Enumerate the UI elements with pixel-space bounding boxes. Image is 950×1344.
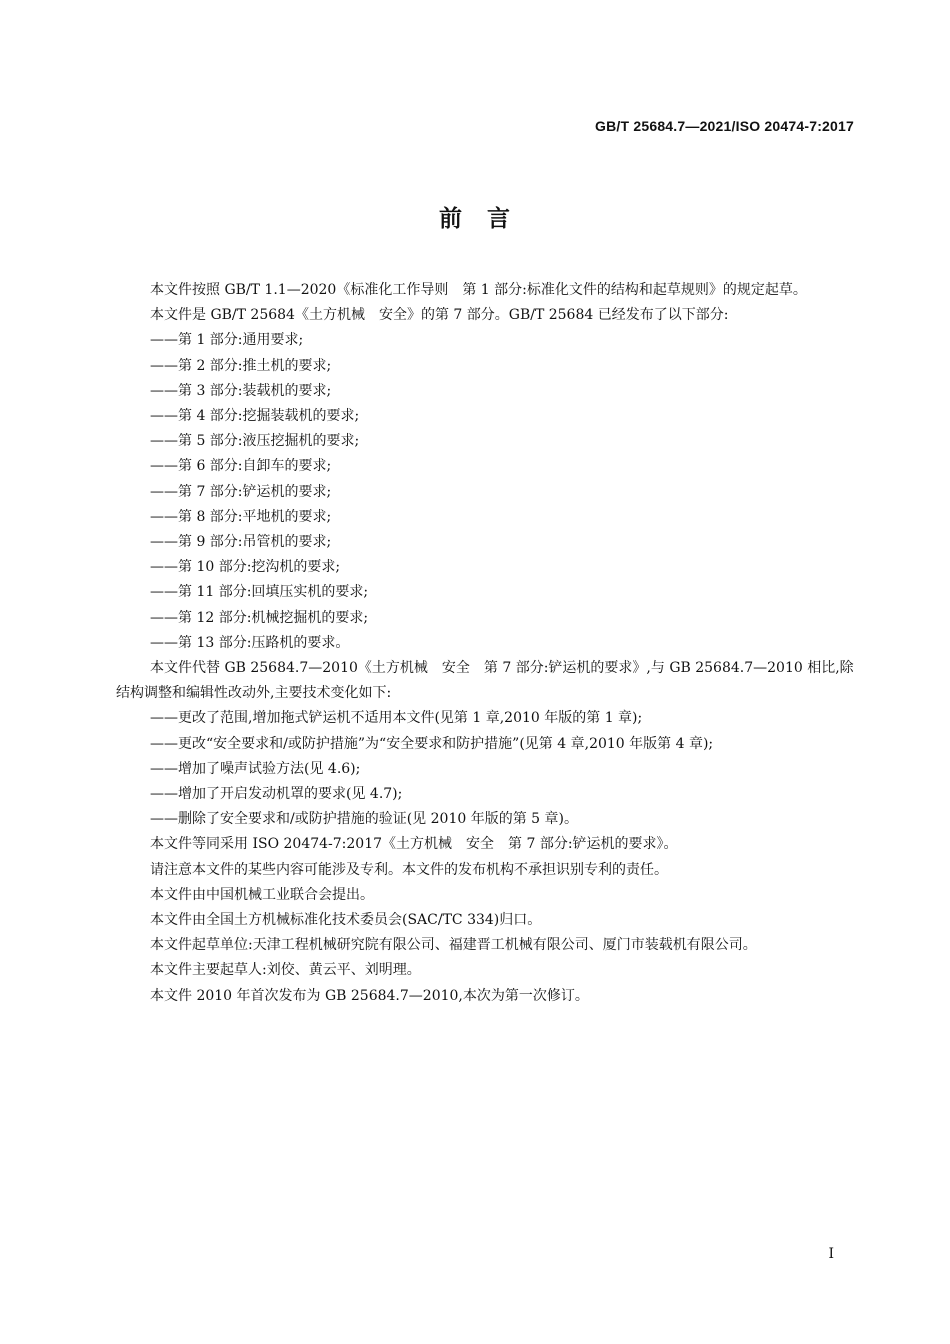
part-item-11: ——第 11 部分:回填压实机的要求; [150,584,369,601]
part-item-6: ——第 6 部分:自卸车的要求; [150,458,332,475]
part-item-10: ——第 10 部分:挖沟机的要求; [150,559,341,576]
intro-paragraph-1: 本文件按照 GB/T 1.1—2020《标准化工作导则 第 1 部分:标准化文件的结构和起草规则》的规定起草。 [150,282,807,298]
closing-paragraph-1: 本文件等同采用 ISO 20474-7:2017《土方机械 安全 第 7 部分:铲运机的要求》。 [150,836,678,853]
part-item-1: ——第 1 部分:通用要求; [150,332,304,349]
part-item-7: ——第 7 部分:铲运机的要求; [150,483,332,500]
change-item-3: ——增加了噪声试验方法(见 4.6); [150,760,361,777]
closing-paragraph-2: 请注意本文件的某些内容可能涉及专利。本文件的发布机构不承担识别专利的责任。 [150,861,668,878]
standard-code: GB/T 25684.7—2021/ISO 20474-7:2017 [595,118,854,134]
part-item-4: ——第 4 部分:挖掘装载机的要求; [150,408,360,425]
part-item-12: ——第 12 部分:机械挖掘机的要求; [150,609,369,626]
change-item-2: ——更改“安全要求和/或防护措施”为“安全要求和防护措施”(见第 4 章,2010 年版第 4 章); [150,735,714,752]
foreword-body [116,278,858,1009]
closing-paragraph-3: 本文件由中国机械工业联合会提出。 [150,886,374,903]
closing-paragraph-7: 本文件 2010 年首次发布为 GB 25684.7—2010,本次为第一次修订。 [150,987,589,1004]
closing-paragraph-5: 本文件起草单位:天津工程机械研究院有限公司、福建晋工机械有限公司、厦门市装载机有限公司。 [150,937,757,954]
intro-paragraph-2: 本文件是 GB/T 25684《土方机械 安全》的第 7 部分。GB/T 25684 已经发布了以下部分: [150,307,729,324]
part-item-5: ——第 5 部分:液压挖掘机的要求; [150,433,360,450]
change-item-5: ——删除了安全要求和/或防护措施的验证(见 2010 年版的第 5 章)。 [150,811,578,828]
page-number: I [828,1246,834,1262]
part-item-3: ——第 3 部分:装载机的要求; [150,382,332,399]
change-item-1: ——更改了范围,增加拖式铲运机不适用本文件(见第 1 章,2010 年版的第 1 章); [150,710,643,727]
change-item-4: ——增加了开启发动机罩的要求(见 4.7); [150,786,403,803]
closing-paragraph-4: 本文件由全国土方机械标准化技术委员会(SAC/TC 334)归口。 [150,912,542,929]
closing-paragraph-6: 本文件主要起草人:刘佼、黄云平、刘明理。 [150,962,421,979]
part-item-9: ——第 9 部分:吊管机的要求; [150,534,332,551]
part-item-8: ——第 8 部分:平地机的要求; [150,508,332,525]
replace-paragraph: 本文件代替 GB 25684.7—2010《土方机械 安全 第 7 部分:铲运机的要求》,与 GB 25684.7—2010 相比,除结构调整和编辑性改动外,主要技术变化如下: [116,660,854,702]
page-title: 前 言 [439,206,511,232]
part-item-2: ——第 2 部分:推土机的要求; [150,357,332,374]
part-item-13: ——第 13 部分:压路机的要求。 [150,634,350,651]
